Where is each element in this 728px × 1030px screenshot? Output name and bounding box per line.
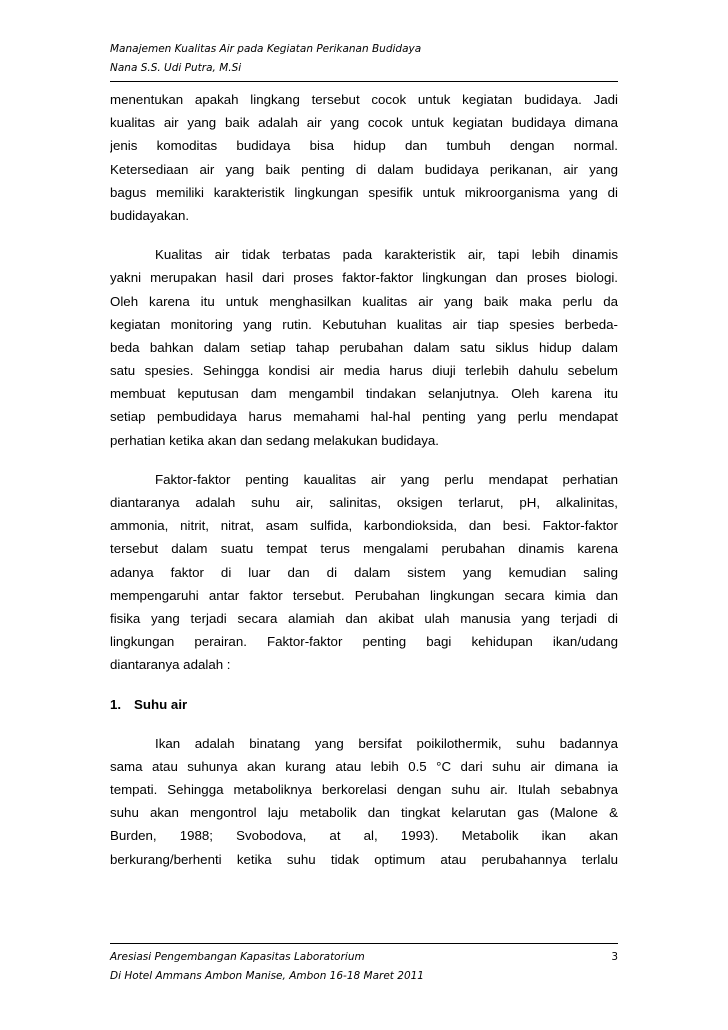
text-line: Faktor-faktor penting kaualitas air yang perlu mendapat perhatian xyxy=(155,471,618,487)
footer-venue: Di Hotel Ammans Ambon Manise, Ambon 16-18 Maret 2011 xyxy=(110,970,424,982)
text-line: yakni merupakan hasil dari proses faktor-faktor lingkungan dan proses biologi. xyxy=(110,270,618,286)
text-line: perhatian ketika akan dan sedang melakukan budidaya. xyxy=(110,432,439,448)
text-line: jenis komoditas budidaya bisa hidup dan tumbuh dengan normal. xyxy=(110,138,618,154)
text-line: berkurang/berhenti ketika suhu tidak optimum atau perubahannya terlalu xyxy=(110,851,618,867)
text-line: Kualitas air tidak terbatas pada karakteristik air, tapi lebih dinamis xyxy=(155,247,618,263)
footer-divider xyxy=(110,943,618,944)
footer-event: Aresiasi Pengembangan Kapasitas Laboratorium xyxy=(110,951,365,963)
text-line: kegiatan monitoring yang rutin. Kebutuhan kualitas air tiap spesies berbeda- xyxy=(110,316,618,332)
text-line: membuat keputusan dam mengambil tindakan selanjutnya. Oleh karena itu xyxy=(110,386,618,402)
text-line: menentukan apakah lingkang tersebut cocok untuk kegiatan budidaya. Jadi xyxy=(110,92,618,107)
header-author: Nana S.S. Udi Putra, M.Si xyxy=(110,62,242,74)
text-line: fisika yang terjadi secara alamiah dan akibat ulah manusia yang terjadi di xyxy=(110,610,618,626)
text-line: sama atau suhunya akan kurang atau lebih 0.5 °C dari suhu air dimana ia xyxy=(110,758,618,774)
text-line: kualitas air yang baik adalah air yang cocok untuk kegiatan budidaya dimana xyxy=(110,115,618,131)
text-line: Oleh karena itu untuk menghasilkan kualitas air yang baik maka perlu da xyxy=(110,293,618,309)
text-line: mempengaruhi antar faktor tersebut. Perubahan lingkungan secara kimia dan xyxy=(110,587,618,603)
page-header xyxy=(110,40,630,78)
text-line: beda bahkan dalam setiap tahap perubahan dalam satu siklus hidup dalam xyxy=(110,339,618,355)
text-line: ammonia, nitrit, nitrat, asam sulfida, karbondioksida, dan besi. Faktor-faktor xyxy=(110,518,618,534)
text-line: suhu akan mengontrol laju metabolik dan tingkat kelarutan gas (Malone & xyxy=(110,805,618,821)
text-line: tersebut dalam suatu tempat terus mengalami perubahan dinamis karena xyxy=(110,541,618,557)
text-line: Burden, 1988; Svobodova, at al, 1993). Metabolik ikan akan xyxy=(110,828,618,844)
text-line: lingkungan perairan. Faktor-faktor penting bagi kehidupan ikan/udang xyxy=(110,634,618,650)
text-line: tempati. Sehingga metaboliknya berkorelasi dengan suhu air. Itulah sebabnya xyxy=(110,782,618,798)
paragraph-2 xyxy=(110,243,618,452)
text-line: satu spesies. Sehingga kondisi air media harus diuji terlebih dahulu sebelum xyxy=(110,363,618,379)
paragraph-4 xyxy=(110,732,618,871)
paragraph-3 xyxy=(110,468,618,677)
text-line: Ikan adalah binatang yang bersifat poikilothermik, suhu badannya xyxy=(155,735,618,751)
document-body xyxy=(110,88,618,871)
page-number: 3 xyxy=(611,951,618,963)
text-line: diantaranya adalah suhu air, salinitas, oksigen terlarut, pH, alkalinitas, xyxy=(110,495,618,510)
text-line: bagus memiliki karakteristik lingkungan spesifik untuk mikroorganisma yang di xyxy=(110,184,618,200)
paragraph-1 xyxy=(110,88,618,227)
text-line: setiap pembudidaya harus memahami hal-hal penting yang perlu mendapat xyxy=(110,409,618,425)
header-title: Manajemen Kualitas Air pada Kegiatan Perikanan Budidaya xyxy=(110,43,422,55)
text-line: adanya faktor di luar dan di dalam sistem yang kemudian saling xyxy=(110,564,618,580)
text-line: Ketersediaan air yang baik penting di dalam budidaya perikanan, air yang xyxy=(110,161,618,177)
section-number: 1. xyxy=(110,696,122,712)
section-title: Suhu air xyxy=(134,696,188,712)
header-divider xyxy=(110,81,618,82)
text-line: diantaranya adalah : xyxy=(110,657,231,673)
page-footer xyxy=(110,948,618,986)
section-heading xyxy=(110,693,618,716)
text-line: budidayakan. xyxy=(110,207,190,223)
